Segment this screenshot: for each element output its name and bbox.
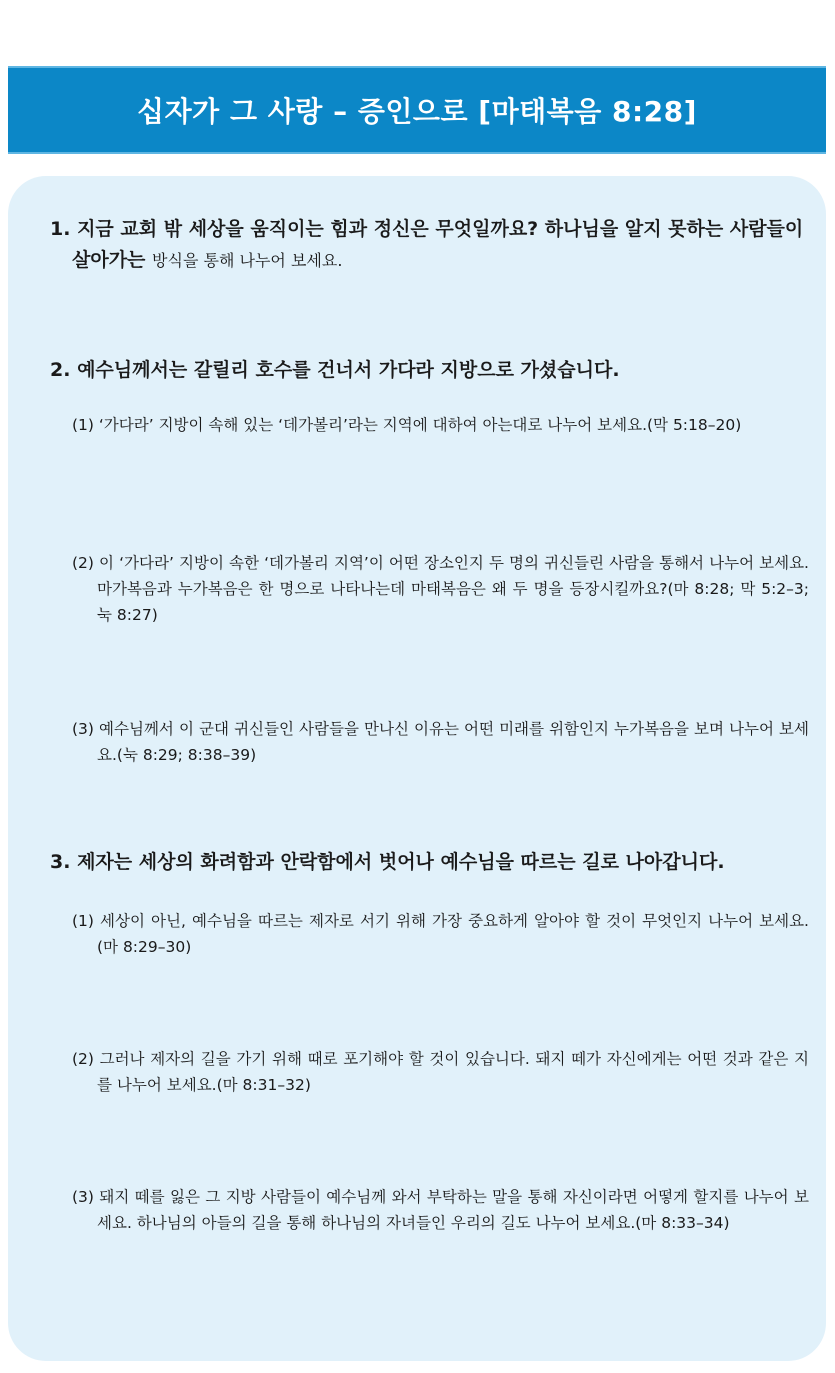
question-3-number: 3.	[50, 851, 71, 873]
question-2-sub-3: (3) 예수님께서 이 군대 귀신들인 사람들을 만나신 이유는 어떤 미래를 위함인지 누가복음을 보며 나누어 보세요.(눅 8:29; 8:38–39)	[72, 720, 809, 764]
question-3-sub-1: (1) 세상이 아닌, 예수님을 따르는 제자로 서기 위해 가장 중요하게 알아야 할 것이 무엇인지 나누어 보세요.(마 8:29–30)	[72, 912, 809, 956]
page-title: 십자가 그 사랑 – 증인으로 [마태복음 8:28]	[137, 95, 697, 128]
question-3	[50, 847, 790, 878]
question-1-number: 1.	[50, 218, 71, 240]
question-3-text: 제자는 세상의 화려함과 안락함에서 벗어나 예수님을 따르는 길로 나아갑니다.	[77, 851, 725, 873]
question-2-sub-1: (1) ‘가다라’ 지방이 속해 있는 ‘데가볼리’라는 지역에 대하여 아는대로 나누어 보세요.(막 5:18–20)	[72, 416, 742, 434]
question-1	[50, 214, 812, 276]
question-1-text-bold: 지금 교회 밖 세상을 움직이는 힘과 정신은 무엇일까요? 하나님을 알지 못하는 사람들이 살아가는	[72, 218, 804, 271]
question-3-sub-2: (2) 그러나 제자의 길을 가기 위해 때로 포기해야 할 것이 있습니다. 돼지 떼가 자신에게는 어떤 것과 같은 지를 나누어 보세요.(마 8:31–32)	[72, 1050, 809, 1094]
title-banner	[8, 66, 826, 154]
question-2-text: 예수님께서는 갈릴리 호수를 건너서 가다라 지방으로 가셨습니다.	[77, 359, 620, 381]
question-2-number: 2.	[50, 359, 71, 381]
question-1-text-normal: 방식을 통해 나누어 보세요.	[152, 251, 343, 270]
question-3-sub-3: (3) 돼지 떼를 잃은 그 지방 사람들이 예수님께 와서 부탁하는 말을 통해 자신이라면 어떻게 할지를 나누어 보세요. 하나님의 아들의 길을 통해 하나님의 자녀들인 우리의 길도 나누어 보세요.(마 8:33–34)	[72, 1188, 809, 1232]
question-2-sub-2: (2) 이 ‘가다라’ 지방이 속한 ‘데가볼리 지역’이 어떤 장소인지 두 명의 귀신들린 사람을 통해서 나누어 보세요. 마가복음과 누가복음은 한 명으로 나타나는데 마태복음은 왜 두 명을 등장시킬까요?(마 8:28; 막 5:2–3; 눅 8:27)	[72, 554, 809, 624]
question-2	[50, 355, 790, 386]
